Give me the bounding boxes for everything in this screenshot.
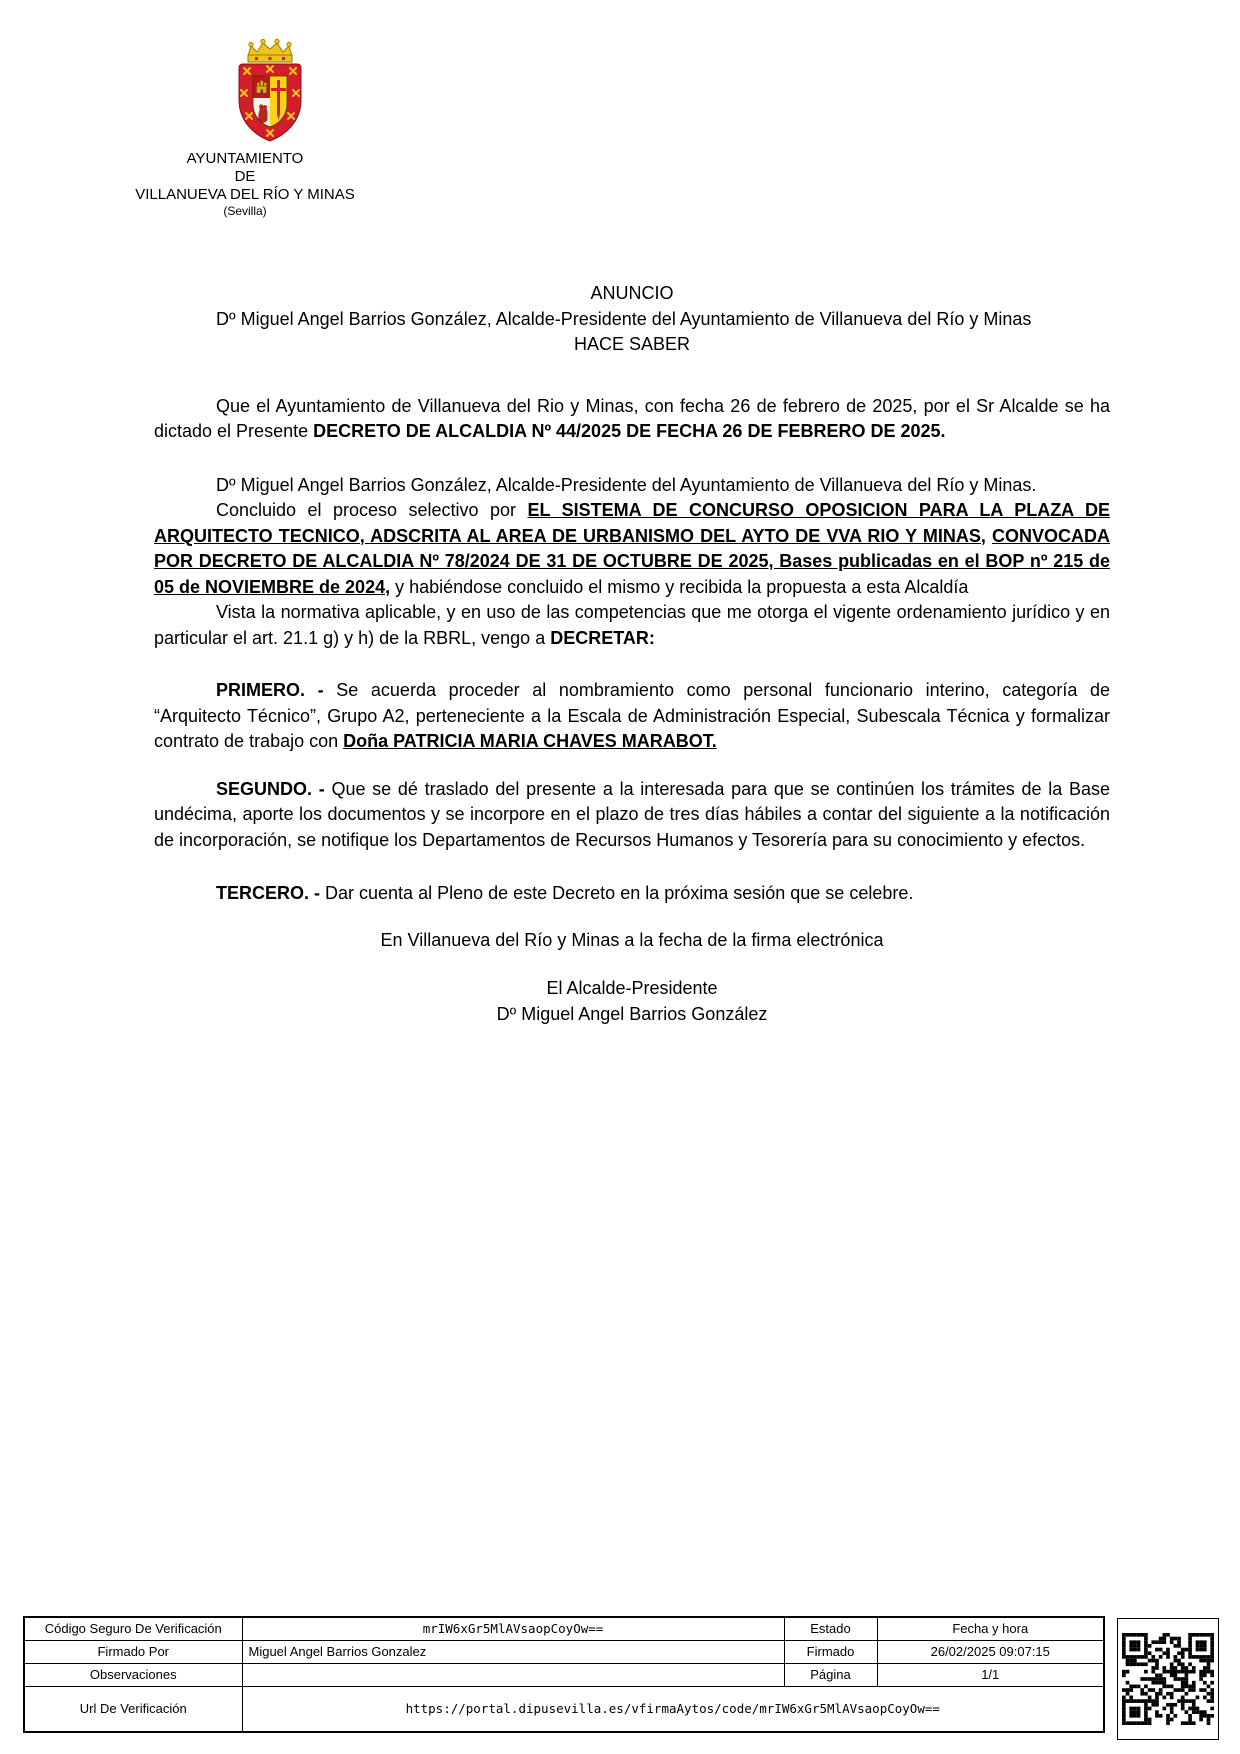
fecha-value-cell: 26/02/2025 09:07:15 <box>877 1640 1104 1663</box>
org-name-line1: AYUNTAMIENTO <box>186 150 304 167</box>
tercero-paragraph: TERCERO. - Dar cuenta al Pleno de este Decreto en la próxima sesión que se celebre. <box>216 883 914 903</box>
firmado-por-label-cell: Firmado Por <box>24 1640 242 1663</box>
castle-charge <box>257 81 267 94</box>
url-value-cell: https://portal.dipusevilla.es/vfirmaAytos/code/mrIW6xGr5MlAVsaopCoyOw== <box>242 1686 1104 1732</box>
concluido-paragraph: Concluido el proceso selectivo por EL SISTEMA DE CONCURSO OPOSICION PARA LA PLAZA DE ARQUITECTO TECNICO, ADSCRITA AL AREA DE URBANISMO DEL AYTO DE VVA RIO Y MINAS, CONVOCADA POR DECRETO DE ALCALDIA Nº 78/2024 DE 31 DE OCTUBRE DE 2025, Bases publicadas en el BOP nº 215 de 05 de NOVIEMBRE de 2024, y habiéndose concluido el mismo y recibida la propuesta a esta Alcaldía <box>154 500 1110 597</box>
decreto-paragraph: Que el Ayuntamiento de Villanueva del Rio y Minas, con fecha 26 de febrero de 2025, por el Sr Alcalde se ha dictado el Presente DECRETO DE ALCALDIA Nº 44/2025 DE FECHA 26 DE FEBRERO DE 2025. <box>154 395 1110 441</box>
verification-table <box>23 1616 1105 1733</box>
hace-saber-heading: HACE SABER <box>573 334 691 354</box>
pagina-label-cell: Página <box>784 1663 877 1686</box>
qr-image <box>1122 1633 1214 1725</box>
document-body <box>154 281 1110 1027</box>
csv-value-cell: mrIW6xGr5MlAVsaopCoyOw== <box>242 1617 784 1640</box>
verification-footer <box>23 1616 1219 1740</box>
pagina-value-cell: 1/1 <box>877 1663 1104 1686</box>
document-paragraphs <box>154 307 1110 1028</box>
intro-line: Dº Miguel Angel Barrios González, Alcalde-Presidente del Ayuntamiento de Villanueva del Río y Minas <box>216 308 1032 329</box>
signature-name-line: Dº Miguel Angel Barrios González <box>496 1003 768 1024</box>
observaciones-value-cell <box>242 1663 784 1686</box>
segundo-paragraph: SEGUNDO. - Que se dé traslado del presente a la interesada para que se continúen los trámites de la Base undécima, aporte los documentos y se incorpore en el plazo de tres días hábiles a contar del siguiente a la notificación de incorporación, se notifique los Departamentos de Recursos Humanos y Tesorería para su conocimiento y efectos. <box>154 778 1110 850</box>
signature-role-line: El Alcalde-Presidente <box>546 978 718 998</box>
fecha-header-cell: Fecha y hora <box>877 1617 1104 1640</box>
org-name-line3: VILLANUEVA DEL RÍO Y MINAS <box>135 186 355 203</box>
lion-charge <box>258 104 267 122</box>
estado-header-cell: Estado <box>784 1617 877 1640</box>
primero-paragraph: PRIMERO. - Se acuerda proceder al nombramiento como personal funcionario interino, categoría de “Arquitecto Técnico”, Grupo A2, perteneciente a la Escala de Administración Especial, Subescala Técnica y formalizar contrato de trabajo con Doña PATRICIA MARIA CHAVES MARABOT. <box>154 680 1110 751</box>
header-block <box>95 36 395 218</box>
estado-value-cell: Firmado <box>784 1640 877 1663</box>
csv-label-cell: Código Seguro De Verificación <box>24 1617 242 1640</box>
place-date-line: En Villanueva del Río y Minas a la fecha de la firma electrónica <box>380 929 884 950</box>
firmado-por-value-cell: Miguel Angel Barrios Gonzalez <box>242 1640 784 1663</box>
url-label-cell: Url De Verificación <box>24 1686 242 1732</box>
org-name-line4: (Sevilla) <box>223 204 267 218</box>
org-name-line2: DE <box>234 168 256 185</box>
qr-code <box>1117 1618 1219 1740</box>
alcalde-line: Dº Miguel Angel Barrios González, Alcalde-Presidente del Ayuntamiento de Villanueva del Río y Minas. <box>216 474 1037 495</box>
vista-paragraph: Vista la normativa aplicable, y en uso de las competencias que me otorga el vigente ordenamiento jurídico y en particular el art. 21.1 g) y h) de la RBRL, vengo a DECRETAR: <box>154 602 1110 648</box>
document-title: ANUNCIO <box>590 283 674 303</box>
coat-of-arms-icon <box>233 36 307 146</box>
observaciones-label-cell: Observaciones <box>24 1663 242 1686</box>
crown-shape <box>248 39 292 62</box>
